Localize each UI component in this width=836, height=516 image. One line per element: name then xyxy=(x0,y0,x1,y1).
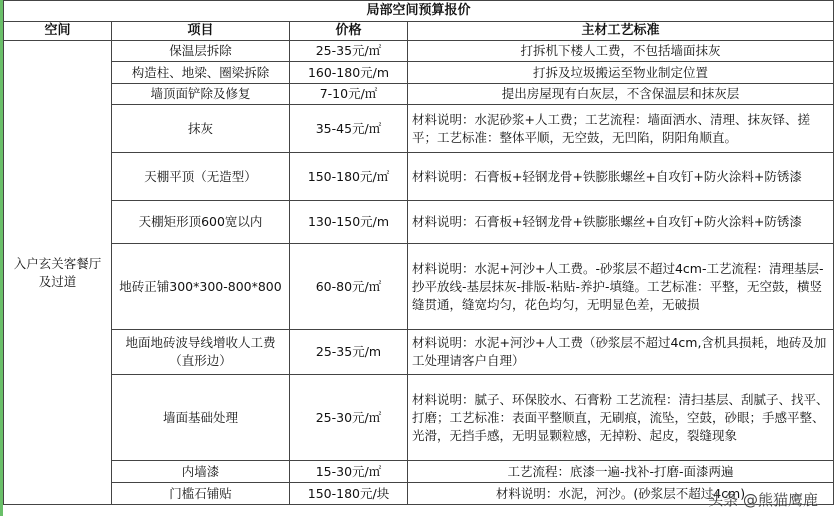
item-cell: 门槛石铺贴 xyxy=(112,483,290,505)
header-space: 空间 xyxy=(4,22,112,41)
header-standard: 主材工艺标准 xyxy=(408,22,834,41)
table-row xyxy=(4,41,834,62)
price-cell: 25-35元/m xyxy=(290,330,408,375)
standard-cell: 打拆机下楼人工费，不包括墙面抹灰 xyxy=(408,41,834,62)
table-row xyxy=(4,105,834,153)
item-cell: 地面地砖波导线增收人工费（直形边） xyxy=(112,330,290,375)
item-cell: 天棚矩形顶600宽以内 xyxy=(112,201,290,244)
price-cell: 7-10元/㎡ xyxy=(290,84,408,105)
table-row xyxy=(4,244,834,330)
item-cell: 天棚平顶（无造型） xyxy=(112,153,290,201)
table-row xyxy=(4,461,834,483)
price-cell: 150-180元/块 xyxy=(290,483,408,505)
item-cell: 保温层拆除 xyxy=(112,41,290,62)
standard-cell: 材料说明：腻子、环保胶水、石膏粉 工艺流程：清扫基层、刮腻子、找平、打磨；工艺标准：表面平整顺直，无刷痕，流坠，空鼓，砂眼；手感平整、光滑，无挡手感，无明显颗粒感，无掉粉、起皮，裂缝现象 xyxy=(408,375,834,461)
item-cell: 抹灰 xyxy=(112,105,290,153)
price-cell: 25-35元/㎡ xyxy=(290,41,408,62)
price-cell: 160-180元/m xyxy=(290,62,408,84)
standard-cell: 材料说明：水泥砂浆+人工费；工艺流程：墙面洒水、清理、抹灰铎、搓平；工艺标准：整体平顺，无空鼓，无凹陷，阴阳角顺直。 xyxy=(408,105,834,153)
standard-cell: 材料说明：水泥，河沙。(砂浆层不超过4cm) xyxy=(408,483,834,505)
table-title: 局部空间预算报价 xyxy=(4,1,834,22)
table-row xyxy=(4,201,834,244)
header-item: 项目 xyxy=(112,22,290,41)
item-cell: 地砖正铺300*300-800*800 xyxy=(112,244,290,330)
watermark-text: 头条 @熊猫鹰鹿 xyxy=(708,491,818,509)
price-cell: 150-180元/㎡ xyxy=(290,153,408,201)
table-row xyxy=(4,153,834,201)
table-row xyxy=(4,375,834,461)
item-cell: 墙顶面铲除及修复 xyxy=(112,84,290,105)
item-cell: 内墙漆 xyxy=(112,461,290,483)
price-cell: 35-45元/㎡ xyxy=(290,105,408,153)
price-cell: 25-30元/㎡ xyxy=(290,375,408,461)
standard-cell: 材料说明：水泥+河沙+人工费（砂浆层不超过4cm,含机具损耗，地砖及加工处理请客户自理） xyxy=(408,330,834,375)
standard-cell: 材料说明：石膏板+轻钢龙骨+铁膨胀螺丝+自攻钉+防火涂料+防锈漆 xyxy=(408,153,834,201)
item-cell: 构造柱、地梁、圈梁拆除 xyxy=(112,62,290,84)
header-price: 价格 xyxy=(290,22,408,41)
standard-cell: 工艺流程：底漆一遍-找补-打磨-面漆两遍 xyxy=(408,461,834,483)
price-cell: 15-30元/㎡ xyxy=(290,461,408,483)
standard-cell: 材料说明：石膏板+轻钢龙骨+铁膨胀螺丝+自攻钉+防火涂料+防锈漆 xyxy=(408,201,834,244)
watermark xyxy=(708,489,818,510)
item-cell: 墙面基础处理 xyxy=(112,375,290,461)
table-row xyxy=(4,62,834,84)
quote-table xyxy=(3,0,834,505)
price-cell: 130-150元/m xyxy=(290,201,408,244)
table-row xyxy=(4,84,834,105)
space-cell: 入户玄关客餐厅及过道 xyxy=(4,41,112,505)
price-cell: 60-80元/㎡ xyxy=(290,244,408,330)
standard-cell: 提出房屋现有白灰层，不含保温层和抹灰层 xyxy=(408,84,834,105)
table-row xyxy=(4,330,834,375)
standard-cell: 打拆及垃圾搬运至物业制定位置 xyxy=(408,62,834,84)
standard-cell: 材料说明：水泥+河沙+人工费。-砂浆层不超过4cm-工艺流程：清理基层-抄平放线-基层抹灰-排版-粘贴-养护-填缝。工艺标准：平整，无空鼓，横竖缝贯通，缝宽均匀，花色均匀，无明显色差，无破损 xyxy=(408,244,834,330)
